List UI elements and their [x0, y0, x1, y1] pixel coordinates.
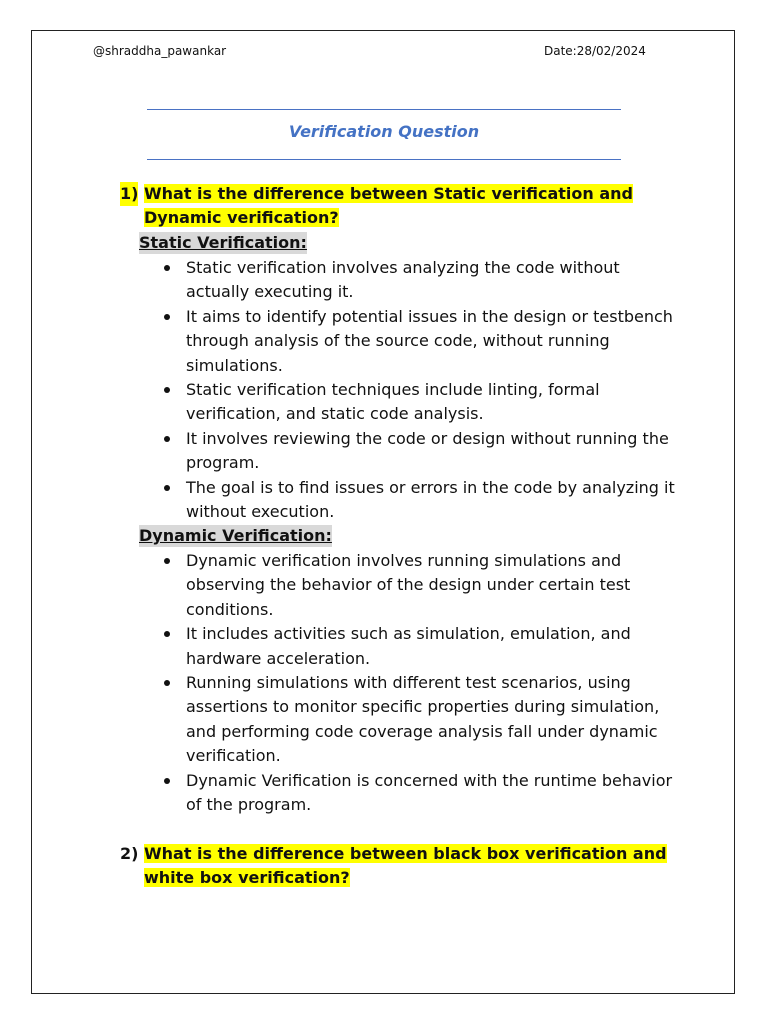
list-item: Static verification involves analyzing the code without actually executing it. — [160, 256, 680, 305]
section-heading-static: Static Verification: — [139, 233, 307, 252]
author-handle: @shraddha_pawankar — [93, 44, 227, 58]
question-number: 2) — [120, 844, 139, 863]
list-item: Dynamic Verification is concerned with the runtime behavior of the program. — [160, 769, 680, 818]
static-verification-list — [160, 256, 680, 524]
list-item: It includes activities such as simulation, emulation, and hardware acceleration. — [160, 622, 680, 671]
question-number: 1) — [120, 182, 138, 206]
question-text-line: white box verification? — [144, 868, 350, 887]
question-2 — [120, 842, 667, 892]
question-text-line: What is the difference between Static verification and — [144, 184, 633, 203]
document-title: Verification Question — [288, 122, 480, 141]
section-heading-dynamic: Dynamic Verification: — [139, 526, 332, 545]
question-1 — [120, 182, 640, 232]
question-text-line: What is the difference between black box verification and — [144, 844, 667, 863]
list-item: Dynamic verification involves running simulations and observing the behavior of the design under certain test conditions. — [160, 549, 680, 622]
list-item: Running simulations with different test scenarios, using assertions to monitor specific properties during simulation, and performing code coverage analysis fall under dynamic verification. — [160, 671, 680, 769]
title-rule-bottom — [147, 159, 621, 160]
document-date: Date:28/02/2024 — [544, 44, 646, 58]
list-item: It involves reviewing the code or design without running the program. — [160, 427, 680, 476]
list-item: Static verification techniques include linting, formal verification, and static code analysis. — [160, 378, 680, 427]
title-rule-top — [147, 109, 621, 110]
list-item: The goal is to find issues or errors in the code by analyzing it without execution. — [160, 476, 680, 525]
dynamic-verification-list — [160, 549, 680, 817]
question-text-line: Dynamic verification? — [144, 208, 339, 227]
list-item: It aims to identify potential issues in the design or testbench through analysis of the source code, without running simulations. — [160, 305, 680, 378]
